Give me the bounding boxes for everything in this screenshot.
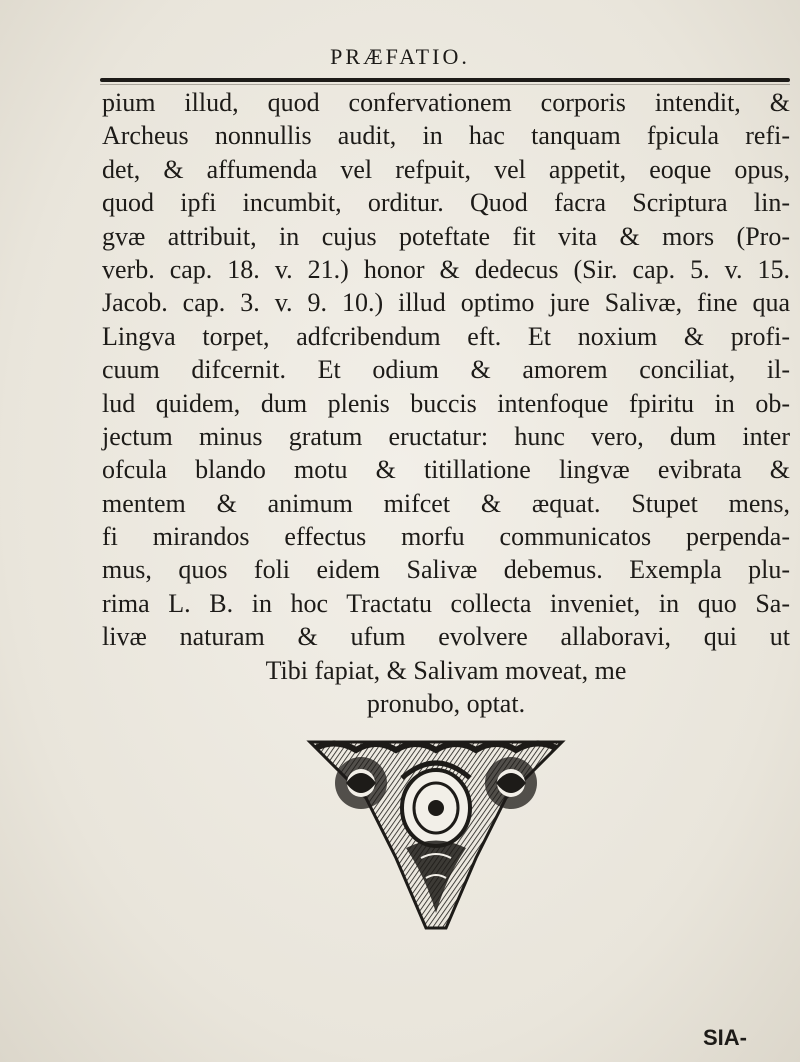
preface-text (102, 86, 790, 720)
text-line: Lingva torpet, adfcribendum eft. Et noxium & profi- (102, 321, 790, 351)
text-line: det, & affumenda vel refpuit, vel appetit, eoque opus, (102, 154, 790, 184)
text-line: lud quidem, dum plenis buccis intenfoque fpiritu in ob- (102, 388, 790, 418)
text-line: ofcula blando motu & titillatione lingvæ evibrata & (102, 455, 790, 485)
text-line: fi mirandos effectus morfu communicatos perpenda- (102, 522, 790, 552)
text-line: pium illud, quod confervationem corporis intendit, & (102, 88, 790, 117)
header-rule (100, 78, 790, 82)
text-line: verb. cap. 18. v. 21.) honor & dedecus (Sir. cap. 5. v. 15. (102, 254, 790, 284)
tailpiece-ornament (306, 738, 566, 938)
text-line: mentem & animum mifcet & æquat. Stupet mens, (102, 488, 790, 518)
catchword: SIA- (703, 1025, 747, 1050)
text-line: cuum difcernit. Et odium & amorem conciliat, il- (102, 355, 790, 385)
text-line: gvæ attribuit, in cujus poteftate fit vita & mors (Pro- (102, 221, 790, 251)
text-line: mus, quos foli eidem Salivæ debemus. Exempla plu- (102, 555, 790, 585)
text-line: Archeus nonnullis audit, in hac tanquam fpicula refi- (102, 121, 790, 151)
text-line: pronubo, optat. (366, 689, 526, 719)
text-line: rima L. B. in hoc Tractatu collecta inveniet, in quo Sa- (102, 588, 790, 618)
running-header: PRÆFATIO. (330, 44, 470, 69)
text-line: Jacob. cap. 3. v. 9. 10.) illud optimo jure Salivæ, fine qua (102, 288, 790, 318)
text-line: jectum minus gratum eructatur: hunc vero, dum inter (102, 421, 790, 451)
text-line: livæ naturam & ufum evolvere allaboravi, qui ut (102, 622, 790, 652)
header-rule-thin (100, 84, 790, 85)
text-line: quod ipfi incumbit, orditur. Quod facra Scriptura lin- (102, 188, 790, 218)
text-line: Tibi fapiat, & Salivam moveat, me (265, 655, 627, 685)
